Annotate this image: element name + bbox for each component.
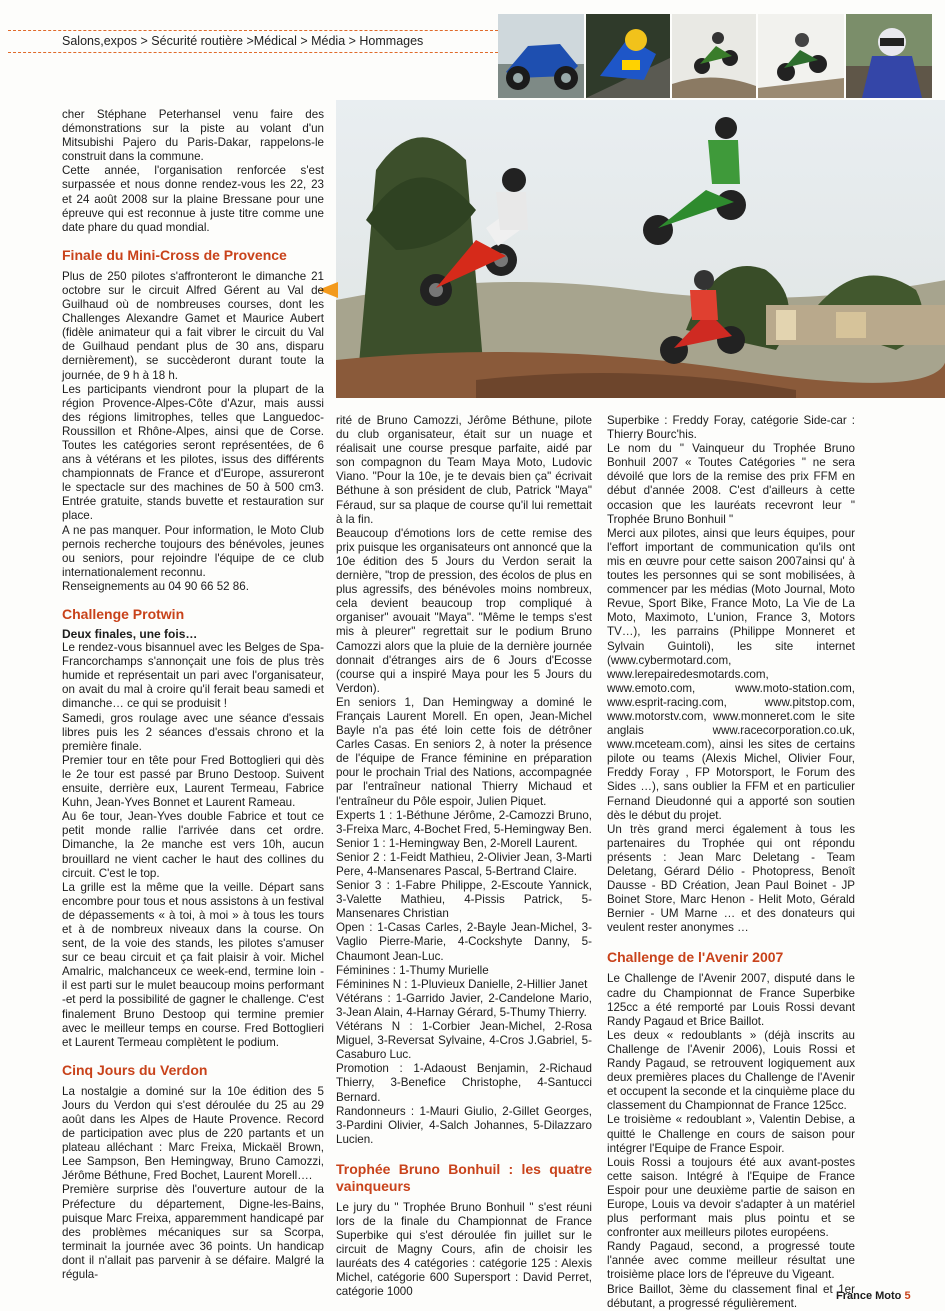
minicross-paragraph-4: Renseignements au 04 90 66 52 86.: [62, 579, 249, 593]
result-line: Open : 1-Casas Carles, 2-Bayle Jean-Michel, 3-Vaglio Pierre-Marie, 4-Cockshyte Danny, 5-Chaumont Jean-Luc.: [336, 921, 592, 963]
verdon-paragraph-2: Première surprise dès l'ouverture autour de la Préfecture du département, Digne-les-Bains, puisque Marc Freixa, apparemment handicapé par des problèmes mécaniques sur sa Scorpa, terminait la journée avec 36 points. Un handicap dont il n'allait pas parvenir à se défaire. Malgré la régula-: [62, 1183, 324, 1282]
header-bar: [0, 0, 500, 60]
avenir-paragraph-6: Brice Baillot, 3ème du classement final et 1er débutant, a progressé régulièrement.: [607, 1282, 855, 1310]
page-footer: [836, 1290, 911, 1302]
heading-verdon: Cinq Jours du Verdon: [62, 1061, 208, 1078]
header-rule-top: [8, 30, 498, 31]
intro-paragraph-2: Cette année, l'organisation renforcée s'est surpassée et nous donne rendez-vous les 22, 23 et 24 août 2008 sur la plaine Bressane pour une épreuve qui est reconnue à juste titre comme une date phare du quad mondial.: [62, 164, 324, 234]
protwin-paragraph-3: Premier tour en tête pour Fred Bottoglieri qui dès le 2e tour est passé par Bruno Destoop. Suivent ensuite, derrière eux, Laurent Termeau, Fabrice Kuhn, Jean-Yves Bonnet et Laurent Rameau.: [62, 753, 324, 810]
heading-avenir: Challenge de l'Avenir 2007: [607, 949, 784, 966]
header-rule-bottom: [8, 52, 498, 53]
result-line: Senior 2 : 1-Feidt Mathieu, 2-Olivier Jean, 3-Marti Pere, 4-Mansenares Pascal, 5-Bertrand Claire.: [336, 850, 592, 878]
motocross-main-photo: [336, 100, 945, 398]
bonhuil-paragraph-1: Le jury du " Trophée Bruno Bonhuil " s'est réuni lors de la finale du Championnat de France Superbike qui s'est déroulée fin juillet sur le circuit de Magny Cours, afin de choisir les lauréats des 4 catégories : catégorie 125 : Alexis Michel, catégorie 600 Supersport : David Perret, catégorie 1000: [336, 1200, 592, 1299]
bonhuil-paragraph-3: Le nom du " Vainqueur du Trophée Bruno Bonhuil 2007 « Toutes Catégories " ne sera dévoilé que lors de la remise des prix FFM en début d'année 2008. C'est d'ailleurs à cette occasion que les lauréats recevront leur " Trophée Bruno Bonhuil ": [607, 442, 855, 526]
heading-minicross: Finale du Mini-Cross de Provence: [62, 246, 287, 263]
result-line: Senior 1 : 1-Hemingway Ben, 2-Morell Laurent.: [336, 836, 578, 850]
heading-bonhuil: Trophée Bruno Bonhuil : les quatre vainqueurs: [336, 1160, 592, 1194]
protwin-paragraph-2: Samedi, gros roulage avec une séance d'essais libres puis les 2 séances d'essais chrono et la première finale.: [62, 711, 324, 753]
bonhuil-paragraph-2: Superbike : Freddy Foray, catégorie Side-car : Thierry Bourc'his.: [607, 414, 855, 442]
minicross-paragraph-3: A ne pas manquer. Pour information, le Moto Club pernois recherche toujours des bénévoles, jeunes ou seniors, pour rejoindre l'équipe de ce club internationalement reconnu.: [62, 523, 324, 579]
verdon-paragraph-1: La nostalgie a dominé sur la 10e édition des 5 Jours du Verdon qui s'est déroulée du 25 au 29 août dans les Alpes de Haute Provence. Record de participation avec plus de 220 partants et un plateau alléchant : Marc Freixa, Mickaël Brown, Lee Sampson, Ben Hemingway, Bruno Camozzi, Jérôme Béthune, Fred Bochet, Laurent Morell….: [62, 1084, 324, 1183]
result-line: Vétérans : 1-Garrido Javier, 2-Candelone Mario, 3-Jean Alain, 4-Harnay Gérard, 5-Thumy Thierry.: [336, 991, 592, 1019]
result-line: Senior 3 : 1-Fabre Philippe, 2-Escoute Yannick, 3-Valette Mathieu, 4-Pissis Patrick, 5-Mansenares Christian: [336, 879, 592, 921]
motocross-jump-photo-2: [758, 14, 844, 98]
verdon-paragraph-3: rité de Bruno Camozzi, Jérôme Béthune, pilote du club organisateur, était sur un nuage et réalisait une course presque parfaite, aidé par son compagnon du Team Maya Moto, Ludovic Viano. "Pour la 10e, je te devais bien ça" écrivait Béthune à son président de club, Patrick "Maya" Féraud, sur sa plaque de course qu'il lui remettait à la fin.: [336, 414, 592, 526]
avenir-paragraph-3: Le troisième « redoublant », Valentin Debise, a quitté le Challenge en cours de saison pour intégrer l'Equipe de France Espoir.: [607, 1113, 855, 1155]
protwin-paragraph-1: Le rendez-vous bisannuel avec les Belges de Spa-Francorchamps s'annonçait une fois de plus très humide et représentait un pari avec l'organisateur, on avait du mal à croire qu'il ferait beau samedi et dimanche… ce qui se produisit !: [62, 641, 324, 711]
blue-sport-bike-photo: [498, 14, 584, 98]
motocross-jump-photo: [672, 14, 756, 98]
column-left: [62, 108, 324, 1282]
verdon-results-list: [336, 809, 592, 1147]
thumbnail-strip: [498, 14, 938, 98]
heading-protwin: Challenge Protwin: [62, 606, 185, 622]
bonhuil-paragraph-4: Merci aux pilotes, ainsi que leurs équipes, pour l'effort important de communication qu'ils ont mis en œuvre pour cette saison 2007ainsi qu' à toutes les personnes qui se sont mobilisées, à commencer par les médias (Moto Journal, Moto Revue, Sport Bike, France Moto, La Vie de La Moto, Maximoto, L'union, France 3, Motors TV…), les parrains (Philippe Monneret et Sylvain Guintoli), les site internet (www.cybermotard.com, www.lerepairedesmotards.com, www.emoto.com, www.moto-station.com, www.esprit-racing.com, www.pitstop.com, www.motorstv.com, www.monneret.com le site anglais www.racecorporation.co.uk, www.mceteam.com), ainsi les sites de certains pilote ou teams (Alexis Michel, Olivier Four, Freddy Foray , FP Motorsport, le Forum des Sides …), sans oublier la FFM et en particulier Fernand Dieudonné qui a apporté son soutien dès le début du projet.: [607, 526, 855, 822]
intro-paragraph-1: cher Stéphane Peterhansel venu faire des démonstrations sur la piste au volant d'un Mitsubishi Pajero du Paris-Dakar, rappelons-le construit dans la commune.: [62, 108, 324, 164]
avenir-paragraph-1: Le Challenge de l'Avenir 2007, disputé dans le cadre du Championnat de France Superbike 125cc a été remporté par Louis Rossi devant Randy Pagaud et Brice Baillot.: [607, 972, 855, 1028]
result-line: Féminines : 1-Thumy Murielle: [336, 963, 489, 977]
column-middle: [336, 414, 592, 1300]
page-number: 5: [904, 1290, 911, 1302]
result-line: Féminines N : 1-Pluvieux Danielle, 2-Hillier Janet: [336, 977, 588, 991]
racing-rider-photo: [586, 14, 670, 98]
avenir-paragraph-5: Randy Pagaud, second, a progressé toute l'année avec comme meilleur résultat une troisième place lors de l'épreuve du Vigeant.: [607, 1240, 855, 1282]
avenir-paragraph-2: Les deux « redoublants » (déjà inscrits au Challenge de l'Avenir 2006), Louis Rossi et Randy Pagaud, se retrouvent logiquement aux deux premières places du Challenge de l'Avenir et occupent la seconde et la cinquième place du classement du Championnat de France 125cc.: [607, 1028, 855, 1113]
result-line: Randonneurs : 1-Mauri Giulio, 2-Gillet Georges, 3-Pardini Olivier, 4-Salch Johannes, 5-Dilazzaro Lucien.: [336, 1104, 592, 1146]
motocross-rider-photo: [846, 14, 932, 98]
section-breadcrumb: Salons,expos > Sécurité routière >Médical > Média > Hommages: [62, 34, 424, 48]
result-line: Promotion : 1-Adaoust Benjamin, 2-Richaud Thierry, 3-Benefice Christophe, 4-Santucci Bernard.: [336, 1062, 592, 1104]
avenir-paragraph-4: Louis Rossi a toujours été aux avant-postes cette saison. Intégré à l'Equipe de France Espoir pour une deuxième partie de saison en Europe, Louis va devoir s'adapter à un matériel plus performant mais plus pointu et se confronter aux meilleurs pilotes européens.: [607, 1155, 855, 1240]
protwin-paragraph-4: Au 6e tour, Jean-Yves double Fabrice et tout ce petit monde rallie l'arrivée dans cet ordre. Dimanche, la 2e manche est vers 10h, aucun brouillard ne vient cacher le haut des collines du circuit. C'est le top.: [62, 810, 324, 880]
verdon-paragraph-4: Beaucoup d'émotions lors de cette remise des prix puisque les organisateurs ont annoncé que la 10e édition des 5 Jours du Verdon serait la dernière, "trop de pression, des écolos de plus en plus agressifs, des bénévoles moins nombreux, cela devient beaucoup trop compliqué à organiser" avouait "Maya". "Même le temps s'est mis à pleurer" regrettait sur le podium Bruno Camozzi alors que la pluie de la dernière journée donnait d'étranges airs de 6 Jours d'Ecosse (course qui a inspiré Maya pour les 5 Jours du Verdon).: [336, 526, 592, 695]
verdon-paragraph-5: En seniors 1, Dan Hemingway a dominé le Français Laurent Morell. En open, Jean-Michel Bayle n'a pas été loin cette fois de détrôner Carles Casas. En seniors 2, à noter la présence de l'équipe de France féminine en préparation pour le prochain Trial des Nations, accompagnée par l'entraîneur national Thierry Michaud et l'entraîneur du Pôle espoir, Julien Piquet.: [336, 695, 592, 808]
result-line: Experts 1 : 1-Béthune Jérôme, 2-Camozzi Bruno, 3-Freixa Marc, 4-Bochet Fred, 5-Hemingway Ben.: [336, 808, 592, 836]
protwin-paragraph-5: La grille est la même que la veille. Départ sans encombre pour tous et nous assistons à un festival de dépassements « à toi, à moi » à tous les tours et à de nombreux niveaux dans la course. On sent, de la voie des stands, les pilotes s'amuser sur ce beau circuit et ça fait plaisir à voir. Michel Amalric, malchanceux ce week-end, termine loin - il est parti sur le mulet beaucoup moins performant -et perd la possibilité de gagner le challenge. C'est finalement Bruno Destoop qui termine premier avec le meilleur temps en course. Fred Bottoglieri et Laurent Termeau complètent le podium.: [62, 880, 324, 1049]
result-line: Vétérans N : 1-Corbier Jean-Michel, 2-Rosa Miguel, 3-Reversat Sylvaine, 4-Cros J.Gabriel, 5-Casaburo Luc.: [336, 1020, 592, 1062]
protwin-subheading: Deux finales, une fois…: [62, 627, 198, 641]
minicross-paragraph-2: Les participants viendront pour la plupart de la région Provence-Alpes-Côte d'Azur, mais aussi des régions limitrophes, telles que Languedoc-Roussillon et Rhône-Alpes, ainsi que de Corse. Toutes les catégories seront représentées, de 6 ans à vétérans et les pilotes, issus des différents championnats de France et d'Europe, assureront le spectacle sur des machines de 50 à 500 cm3. Entrée gratuite, stands buvette et restauration sur place.: [62, 382, 324, 523]
bonhuil-paragraph-5: Un très grand merci également à tous les partenaires du Trophée qui ont répondu présents : Jean Marc Deletang - Team Deletang, Gérard Délio - Photopress, Benoît Dausse - BD Création, Jean Paul Boinet - JP Boinet Store, Marc Henon - Helit Moto, Gérald Bernier - UM Marne … et des donateurs qui veulent rester anonymes …: [607, 822, 855, 935]
column-right: [607, 414, 855, 1311]
magazine-name: France Moto: [836, 1290, 902, 1302]
minicross-paragraph-1: Plus de 250 pilotes s'affronteront le dimanche 21 octobre sur le circuit Alfred Gérent au Val de Guilhaud où de nombreuses courses, dont les Challenges Alexandre Gamet et Maurice Aubert (fidèle animateur qui a fait vibrer le circuit du Val de Guilhaud pendant plus de 30 ans, disparu dernièrement), se succèderont durant toute la journée, de 9 h à 18 h.: [62, 269, 324, 382]
